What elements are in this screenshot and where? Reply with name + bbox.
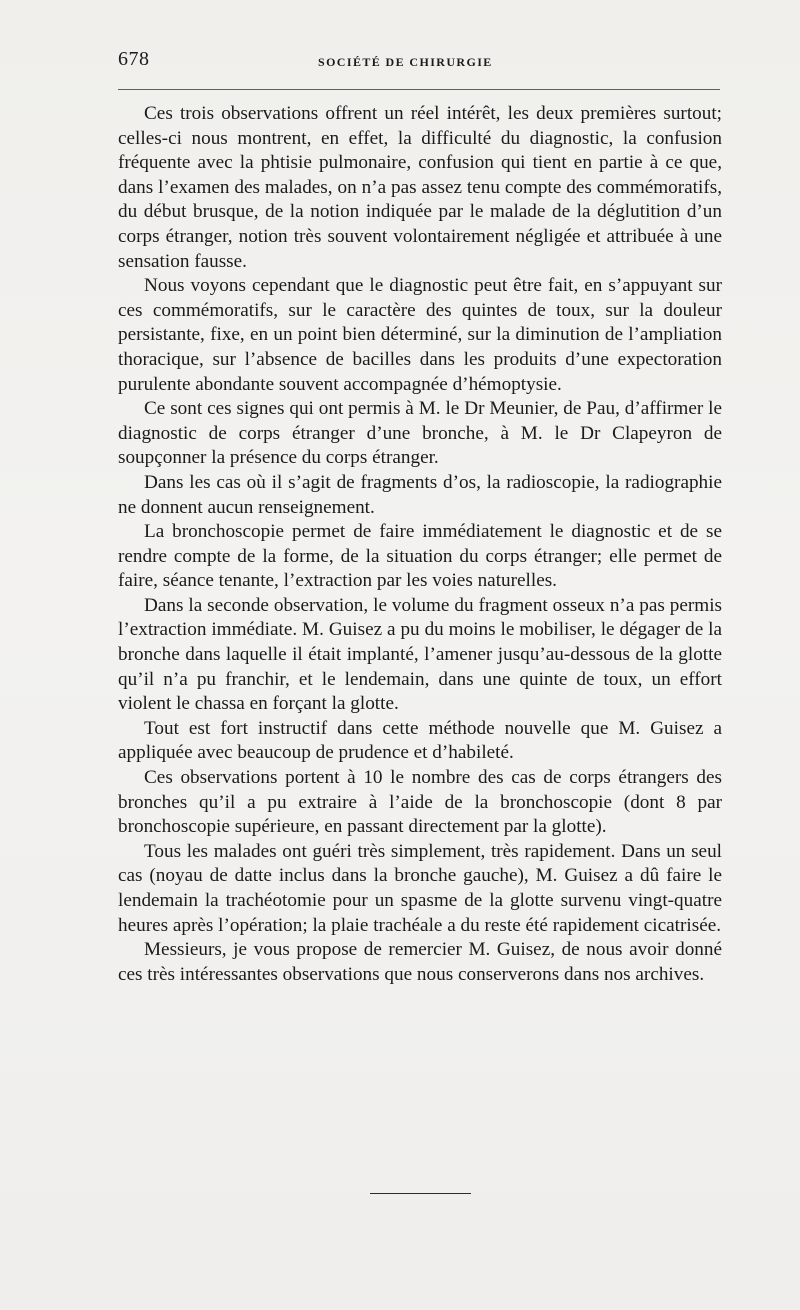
header-rule	[118, 89, 720, 90]
paragraph-3: Ce sont ces signes qui ont permis à M. le Dr Meunier, de Pau, d’affirmer le diagnostic de corps étranger d’une bronche, à M. le Dr Clapeyron de soupçonner la présence du corps étranger.	[118, 398, 722, 469]
page-number: 678	[118, 48, 150, 70]
paragraph-1: Ces trois observations offrent un réel intérêt, les deux premières surtout; celles-ci nous montrent, en effet, la difficulté du diagnostic, la confusion fréquente avec la phtisie pulmonaire, confusion qui tient en partie à ce que, dans l’examen des malades, on n’a pas assez tenu compte des commémoratifs, du début brusque, de la notion indiquée par le malade de la déglutition d’un corps étranger, notion très souvent volontairement négligée et attribuée à une sensation fausse.	[118, 103, 722, 272]
paragraph-5: La bronchoscopie permet de faire immédiatement le diagnostic et de se rendre compte de la forme, de la situation du corps étranger; elle permet de faire, séance tenante, l’extraction par les voies naturelles.	[118, 521, 722, 592]
paragraph-8: Ces observations portent à 10 le nombre des cas de corps étrangers des bronches qu’il a pu extraire à l’aide de la bronchoscopie (dont 8 par bronchoscopie supérieure, en passant directement par la glotte).	[118, 767, 722, 838]
paragraph-4: Dans les cas où il s’agit de fragments d’os, la radioscopie, la radiographie ne donnent aucun renseignement.	[118, 471, 722, 518]
paragraph-10: Messieurs, je vous propose de remercier M. Guisez, de nous avoir donné ces très intéressantes observations que nous conserverons dans nos archives.	[118, 939, 722, 985]
paragraph-7: Tout est fort instructif dans cette méthode nouvelle que M. Guisez a appliquée avec beaucoup de prudence et d’habileté.	[118, 717, 722, 764]
running-title: SOCIÉTÉ DE CHIRURGIE	[318, 55, 493, 69]
closing-rule	[370, 1193, 471, 1194]
paragraph-2: Nous voyons cependant que le diagnostic peut être fait, en s’appuyant sur ces commémoratifs, sur le caractère des quintes de toux, sur la douleur persistante, fixe, en un point bien déterminé, sur la diminution de l’ampliation thoracique, sur l’absence de bacilles dans les produits d’une expectoration purulente abondante souvent accompagnée d’hémoptysie.	[118, 275, 722, 395]
paragraph-6: Dans la seconde observation, le volume du fragment osseux n’a pas permis l’extraction immédiate. M. Guisez a pu du moins le mobiliser, le dégager de la bronche dans laquelle il était implanté, l’amener jusqu’au-dessous de la glotte qu’il n’a pu franchir, et le lendemain, dans une quinte de toux, un effort violent le chassa en forçant la glotte.	[118, 594, 722, 715]
paragraph-9: Tous les malades ont guéri très simplement, très rapidement. Dans un seul cas (noyau de datte inclus dans la bronche gauche), M. Guisez a dû faire le lendemain la trachéotomie pour un spasme de la glotte survenu vingt-quatre heures après l’opération; la plaie trachéale a du reste été rapidement cicatrisée.	[118, 840, 722, 936]
article-body	[118, 102, 722, 987]
